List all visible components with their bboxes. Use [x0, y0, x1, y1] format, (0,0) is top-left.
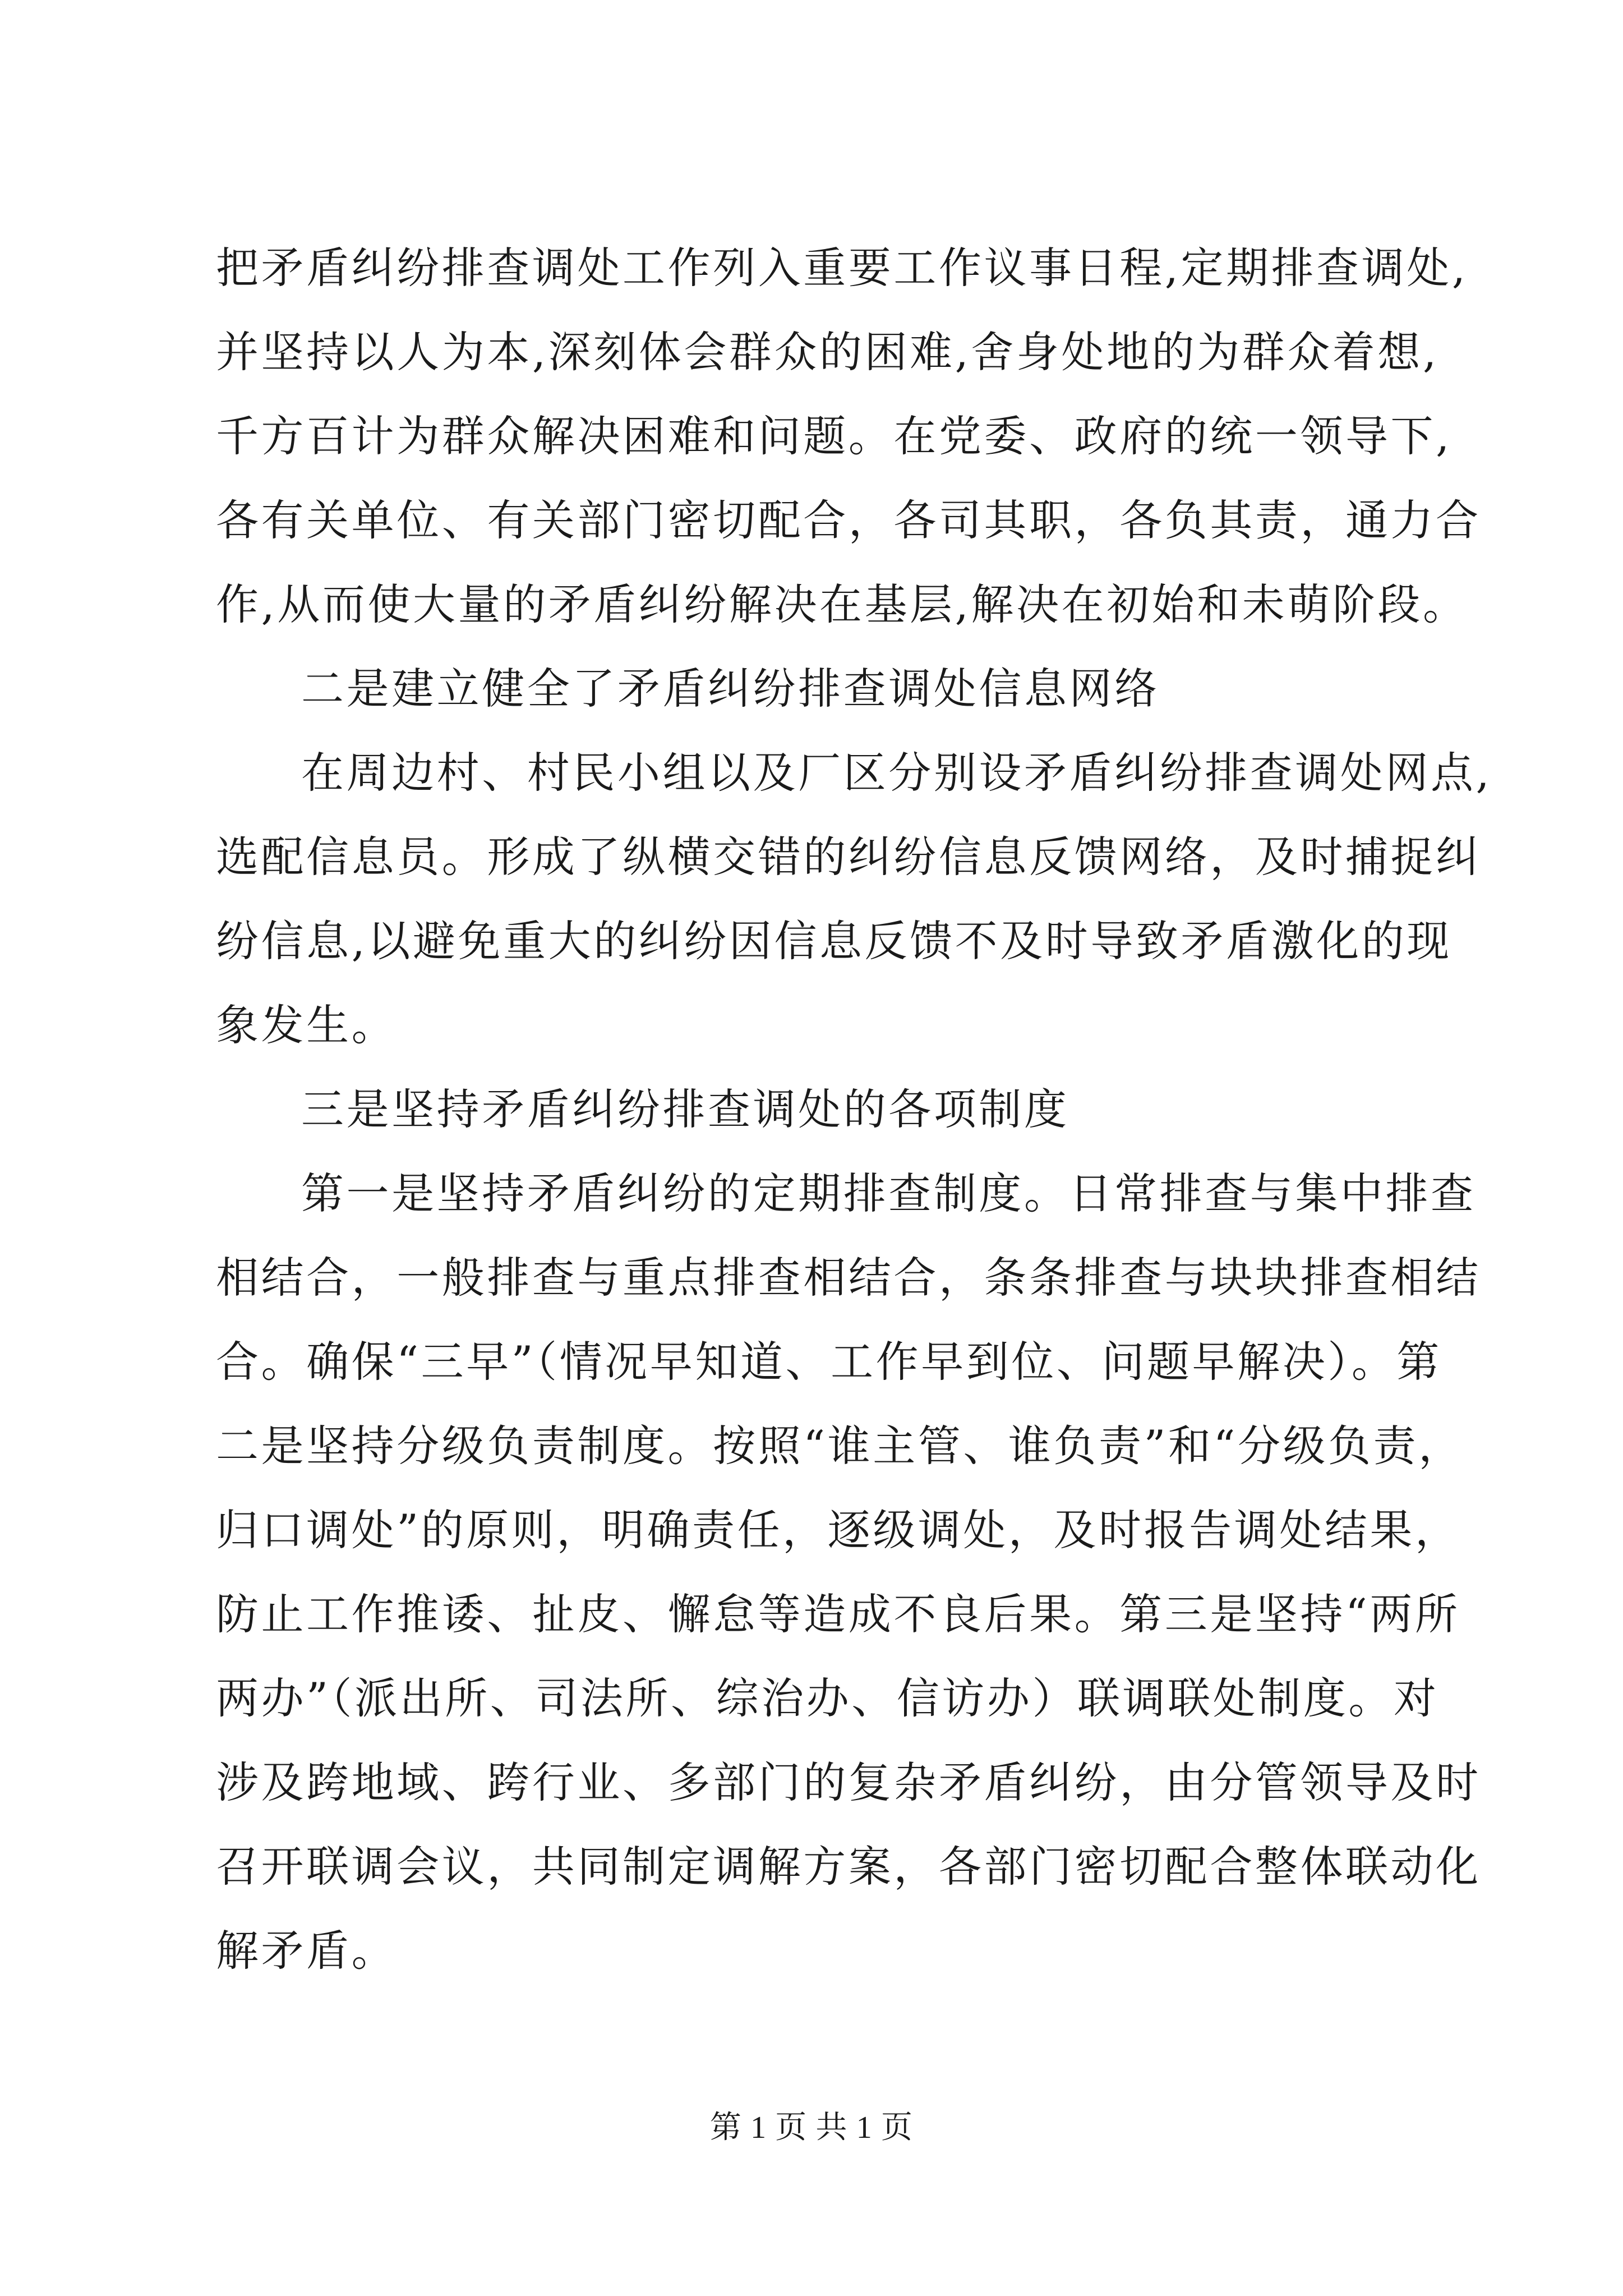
- section-heading: 三是坚持矛盾纠纷排查调处的各项制度: [301, 1084, 1069, 1134]
- body-line: 召开联调会议，共同制定调解方案，各部门密切配合整体联动化: [216, 1842, 1481, 1892]
- body-line: 归口调处”的原则，明确责任，逐级调处，及时报告调处结果，: [216, 1505, 1460, 1555]
- body-line: 防止工作推诿、扯皮、懈怠等造成不良后果。第三是坚持“两所: [216, 1589, 1460, 1639]
- body-line: 两办”（派出所、司法所、综治办、信访办）联调联处制度。对: [216, 1673, 1439, 1723]
- body-line: 解矛盾。: [216, 1926, 397, 1976]
- body-line: 把矛盾纠纷排查调处工作列入重要工作议事日程,定期排查调处,: [216, 243, 1468, 293]
- body-line: 选配信息员。形成了纵横交错的纠纷信息反馈网络，及时捕捉纠: [216, 832, 1481, 882]
- body-line: 在周边村、村民小组以及厂区分别设矛盾纠纷排查调处网点,: [301, 748, 1492, 798]
- body-line: 象发生。: [216, 1000, 397, 1050]
- body-line: 合。确保“三早”（情况早知道、工作早到位、问题早解决）。第: [216, 1337, 1442, 1387]
- body-line: 并坚持以人为本,深刻体会群众的困难,舍身处地的为群众着想,: [216, 327, 1439, 377]
- body-line: 二是坚持分级负责制度。按照“谁主管、谁负责”和“分级负责，: [216, 1421, 1464, 1471]
- page-footer: 第 1 页 共 1 页: [709, 2110, 914, 2145]
- body-line: 相结合，一般排查与重点排查相结合，条条排查与块块排查相结: [216, 1253, 1481, 1303]
- body-line: 千方百计为群众解决困难和问题。在党委、政府的统一领导下,: [216, 411, 1452, 461]
- body-line: 作,从而使大量的矛盾纠纷解决在基层,解决在初始和未萌阶段。: [216, 579, 1468, 629]
- body-line: 涉及跨地域、跨行业、多部门的复杂矛盾纠纷，由分管领导及时: [216, 1757, 1481, 1807]
- body-line: 各有关单位、有关部门密切配合，各司其职，各负其责，通力合: [216, 495, 1481, 545]
- body-line: 纷信息,以避免重大的纠纷因信息反馈不及时导致矛盾激化的现: [216, 916, 1452, 966]
- section-heading: 二是建立健全了矛盾纠纷排查调处信息网络: [301, 664, 1160, 714]
- body-line: 第一是坚持矛盾纠纷的定期排查制度。日常排查与集中排查: [301, 1168, 1476, 1218]
